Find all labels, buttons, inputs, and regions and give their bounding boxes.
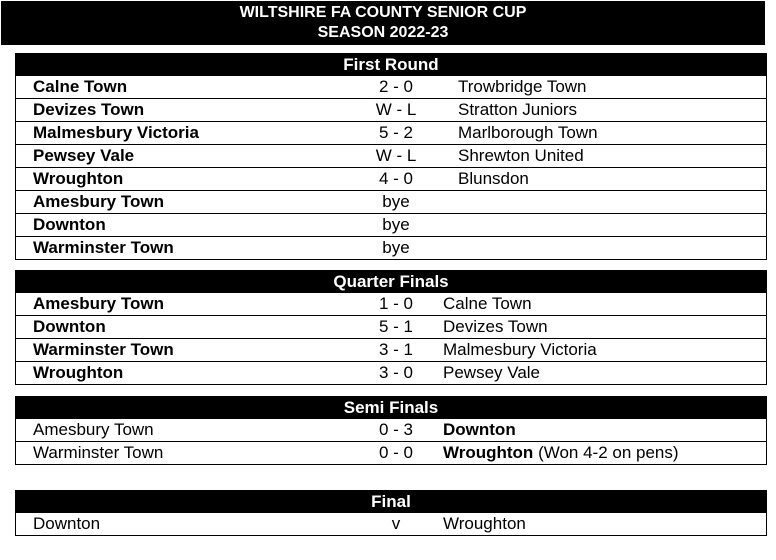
- away-team: Shrewton United: [458, 146, 584, 165]
- table-row: [16, 75, 766, 98]
- home-team: Malmesbury Victoria: [33, 123, 199, 142]
- table-row: [16, 213, 766, 236]
- home-team: Downton: [33, 215, 106, 234]
- table-row: [16, 167, 766, 190]
- semi-finals-section: [15, 396, 767, 465]
- title-line-2: SEASON 2022-23: [317, 24, 449, 41]
- table-row: [16, 418, 766, 441]
- table-row: [16, 190, 766, 213]
- table-row: [16, 144, 766, 167]
- score: 1 - 0: [378, 294, 414, 313]
- home-team: Wroughton: [33, 169, 124, 188]
- away-team: Devizes Town: [443, 317, 548, 336]
- score: bye: [382, 192, 410, 211]
- away-team: Malmesbury Victoria: [443, 340, 597, 359]
- away-team-wrap: [443, 442, 679, 464]
- table-row: [16, 121, 766, 144]
- page-title: [1, 1, 765, 45]
- table-row: [16, 98, 766, 121]
- quarter-finals-section: [15, 270, 767, 385]
- away-team: Blunsdon: [458, 169, 529, 188]
- score: 3 - 1: [378, 340, 414, 359]
- away-team: Marlborough Town: [458, 123, 598, 142]
- score: 2 - 0: [378, 77, 414, 96]
- home-team: Warminster Town: [33, 443, 164, 462]
- table-row: [16, 315, 766, 338]
- score: 4 - 0: [378, 169, 414, 188]
- away-team-wrap: [443, 419, 516, 441]
- score: 5 - 2: [378, 123, 414, 142]
- away-team: Trowbridge Town: [458, 77, 587, 96]
- home-team: Warminster Town: [33, 238, 174, 257]
- away-team: Calne Town: [443, 294, 532, 313]
- home-team: Downton: [33, 317, 106, 336]
- title-line-1: WILTSHIRE FA COUNTY SENIOR CUP: [239, 4, 527, 21]
- table-row: [16, 361, 766, 384]
- penalty-note: (Won 4-2 on pens): [538, 443, 679, 462]
- away-team: Pewsey Vale: [443, 363, 541, 382]
- home-team: Downton: [33, 514, 101, 533]
- score: W - L: [375, 100, 417, 119]
- score: 3 - 0: [378, 363, 414, 382]
- score: v: [391, 514, 401, 533]
- table-row: [16, 338, 766, 361]
- home-team: Pewsey Vale: [33, 146, 135, 165]
- home-team: Amesbury Town: [33, 294, 164, 313]
- score: W - L: [375, 146, 417, 165]
- score: 0 - 0: [378, 443, 414, 462]
- final-section: [15, 490, 767, 536]
- score: bye: [382, 238, 410, 257]
- table-row: [16, 441, 766, 464]
- home-team: Amesbury Town: [33, 192, 164, 211]
- score: 0 - 3: [378, 420, 414, 439]
- home-team: Calne Town: [33, 77, 128, 96]
- first-round-heading: First Round: [16, 54, 766, 75]
- final-heading: Final: [16, 491, 766, 512]
- table-row: [16, 236, 766, 259]
- first-round-section: [15, 53, 767, 260]
- home-team: Wroughton: [33, 363, 124, 382]
- home-team: Amesbury Town: [33, 420, 154, 439]
- score: 5 - 1: [378, 317, 414, 336]
- home-team: Devizes Town: [33, 100, 145, 119]
- quarter-finals-heading: Quarter Finals: [16, 271, 766, 292]
- semi-finals-heading: Semi Finals: [16, 397, 766, 418]
- home-team: Warminster Town: [33, 340, 174, 359]
- away-team: Downton: [443, 420, 516, 439]
- table-row: [16, 512, 766, 535]
- table-row: [16, 292, 766, 315]
- away-team: Stratton Juniors: [458, 100, 578, 119]
- away-team: Wroughton: [443, 514, 526, 533]
- away-team: Wroughton: [443, 443, 534, 462]
- score: bye: [382, 215, 410, 234]
